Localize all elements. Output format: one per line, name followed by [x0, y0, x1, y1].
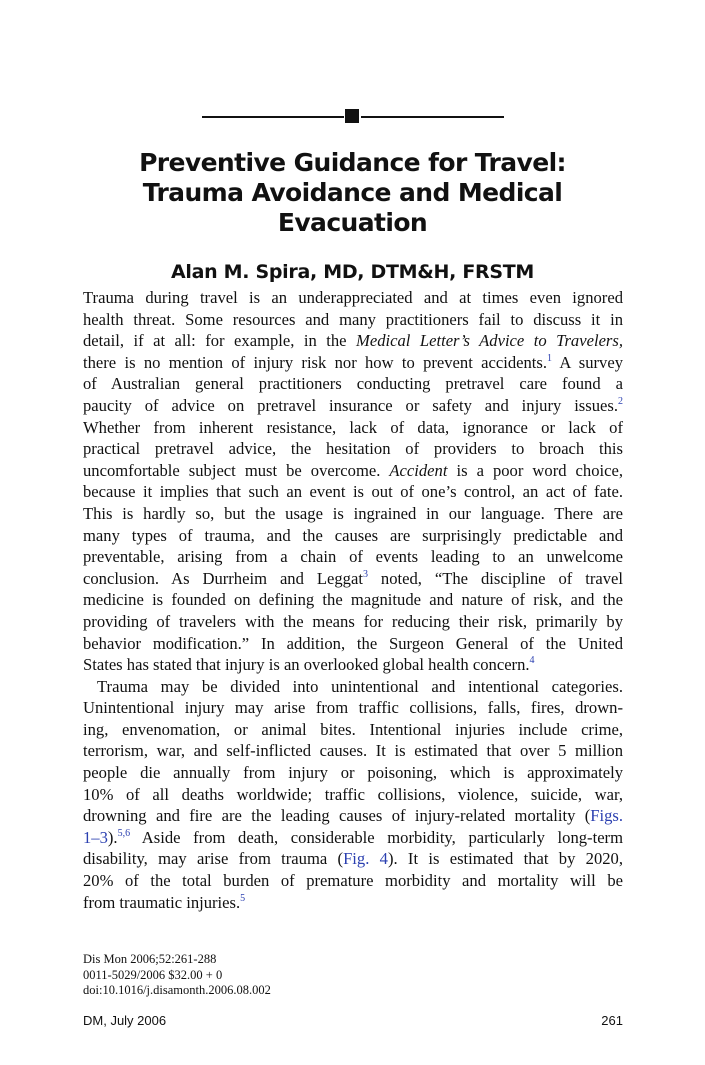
text-line: Whether from inherent resistance, lack of data, ignorance or lack of — [83, 417, 623, 437]
text-line: preventable, arising from a chain of events leading to an unwelcome — [83, 547, 623, 567]
journal-issn-price: 0011-5029/2006 $32.00 + 0 — [83, 967, 223, 982]
text-line: disability, may arise from trauma (Fig. 4). It is estimated that by 2020, — [83, 849, 624, 869]
journal-citation: Dis Mon 2006;52:261-288 — [83, 952, 217, 966]
figure-link[interactable]: 1–3 — [83, 827, 108, 847]
journal-info — [83, 952, 271, 999]
author-byline: Alan M. Spira, MD, DTM&H, FRSTM — [170, 261, 535, 283]
page-number: 261 — [601, 1013, 623, 1028]
figure-link[interactable]: Figs. — [590, 806, 623, 826]
text-line: people die annually from injury or poisoning, which is approximately — [83, 763, 623, 783]
text-line: there is no mention of injury risk nor how to prevent accidents.$^1$ A survey — [83, 352, 623, 372]
page-footer — [83, 1013, 623, 1029]
article-body — [83, 287, 623, 913]
text-line: ing, envenomation, or animal bites. Intentional injuries include crime, — [83, 719, 623, 739]
text-line: drowning and fire are the leading causes of injury-related mortality (Figs. — [83, 806, 623, 826]
citation-link[interactable]: 5 — [240, 892, 246, 904]
text-line: Trauma during travel is an underappreciated and at times even ignored — [83, 288, 623, 307]
text-line: conclusion. As Durrheim and Leggat$^3$ noted, “The discipline of travel — [83, 568, 624, 588]
paragraph — [83, 287, 623, 676]
text-line: States has stated that injury is an overlooked global health concern.$^4$ — [83, 655, 535, 675]
text-line: Unintentional injury may arise from traffic collisions, falls, fires, drown- — [83, 698, 623, 718]
text-line: of Australian general practitioners conducting pretravel care found a — [83, 374, 623, 394]
text-line: 20% of the total burden of premature morbidity and mortality will be — [83, 871, 623, 891]
text-line: from traumatic injuries.$^5$ — [83, 892, 246, 912]
citation-link[interactable]: 4 — [529, 655, 535, 667]
citation-link[interactable]: 2 — [618, 395, 623, 407]
text-line: behavior modification.” In addition, the Surgeon General of the United — [83, 633, 623, 653]
journal-doi: doi:10.1016/j.disamonth.2006.08.002 — [83, 983, 271, 998]
text-line: 10% of all deaths worldwide; traffic collisions, violence, suicide, war, — [83, 784, 623, 804]
text-line: This is hardly so, but the usage is ingrained in our language. There are — [83, 503, 623, 523]
title-line: Trauma Avoidance and Medical — [142, 178, 563, 207]
text-line: providing of travelers with the means for reducing their risk, primarily by — [83, 611, 623, 631]
title-rule-left — [202, 116, 344, 118]
text-line: 1–3).$^{5,6}$ Aside from death, considerable morbidity, particularly long-term — [83, 827, 623, 847]
citation-link[interactable]: 1 — [547, 352, 553, 364]
text-line: detail, if at all: for example, in the Medical Letter’s Advice to Travelers, — [83, 331, 623, 351]
article-title — [90, 148, 615, 238]
citation-link[interactable]: 5,6 — [117, 827, 131, 839]
figure-link[interactable]: Fig. 4 — [343, 849, 388, 869]
title-rule-right — [361, 116, 504, 118]
citation-link[interactable]: 3 — [362, 568, 368, 580]
text-line: terrorism, war, and self-inflicted causes. It is estimated that over 5 million — [83, 741, 623, 761]
text-line: paucity of advice on pretravel insurance or safety and injury issues.$^2$ — [83, 395, 623, 415]
text-line: uncomfortable subject must be overcome. Accident is a poor word choice, — [83, 460, 623, 480]
footer-issue: DM, July 2006 — [83, 1013, 167, 1028]
title-line: Preventive Guidance for Travel: — [139, 148, 566, 177]
text-line: because it implies that such an event is out of one’s control, an act of fate. — [83, 482, 623, 502]
text-line: many types of trauma, and the causes are surprisingly predictable and — [83, 525, 623, 545]
text-line: health threat. Some resources and many practitioners fail to discuss it in — [83, 309, 623, 329]
title-line: Evacuation — [277, 208, 428, 237]
text-line: Trauma may be divided into unintentional and intentional categories. — [97, 676, 623, 696]
paragraph — [83, 676, 623, 914]
title-ornament — [345, 109, 359, 123]
text-line: medicine is founded on defining the magnitude and nature of risk, and the — [83, 590, 623, 610]
text-line: practical pretravel advice, the hesitation of providers to broach this — [83, 439, 623, 459]
